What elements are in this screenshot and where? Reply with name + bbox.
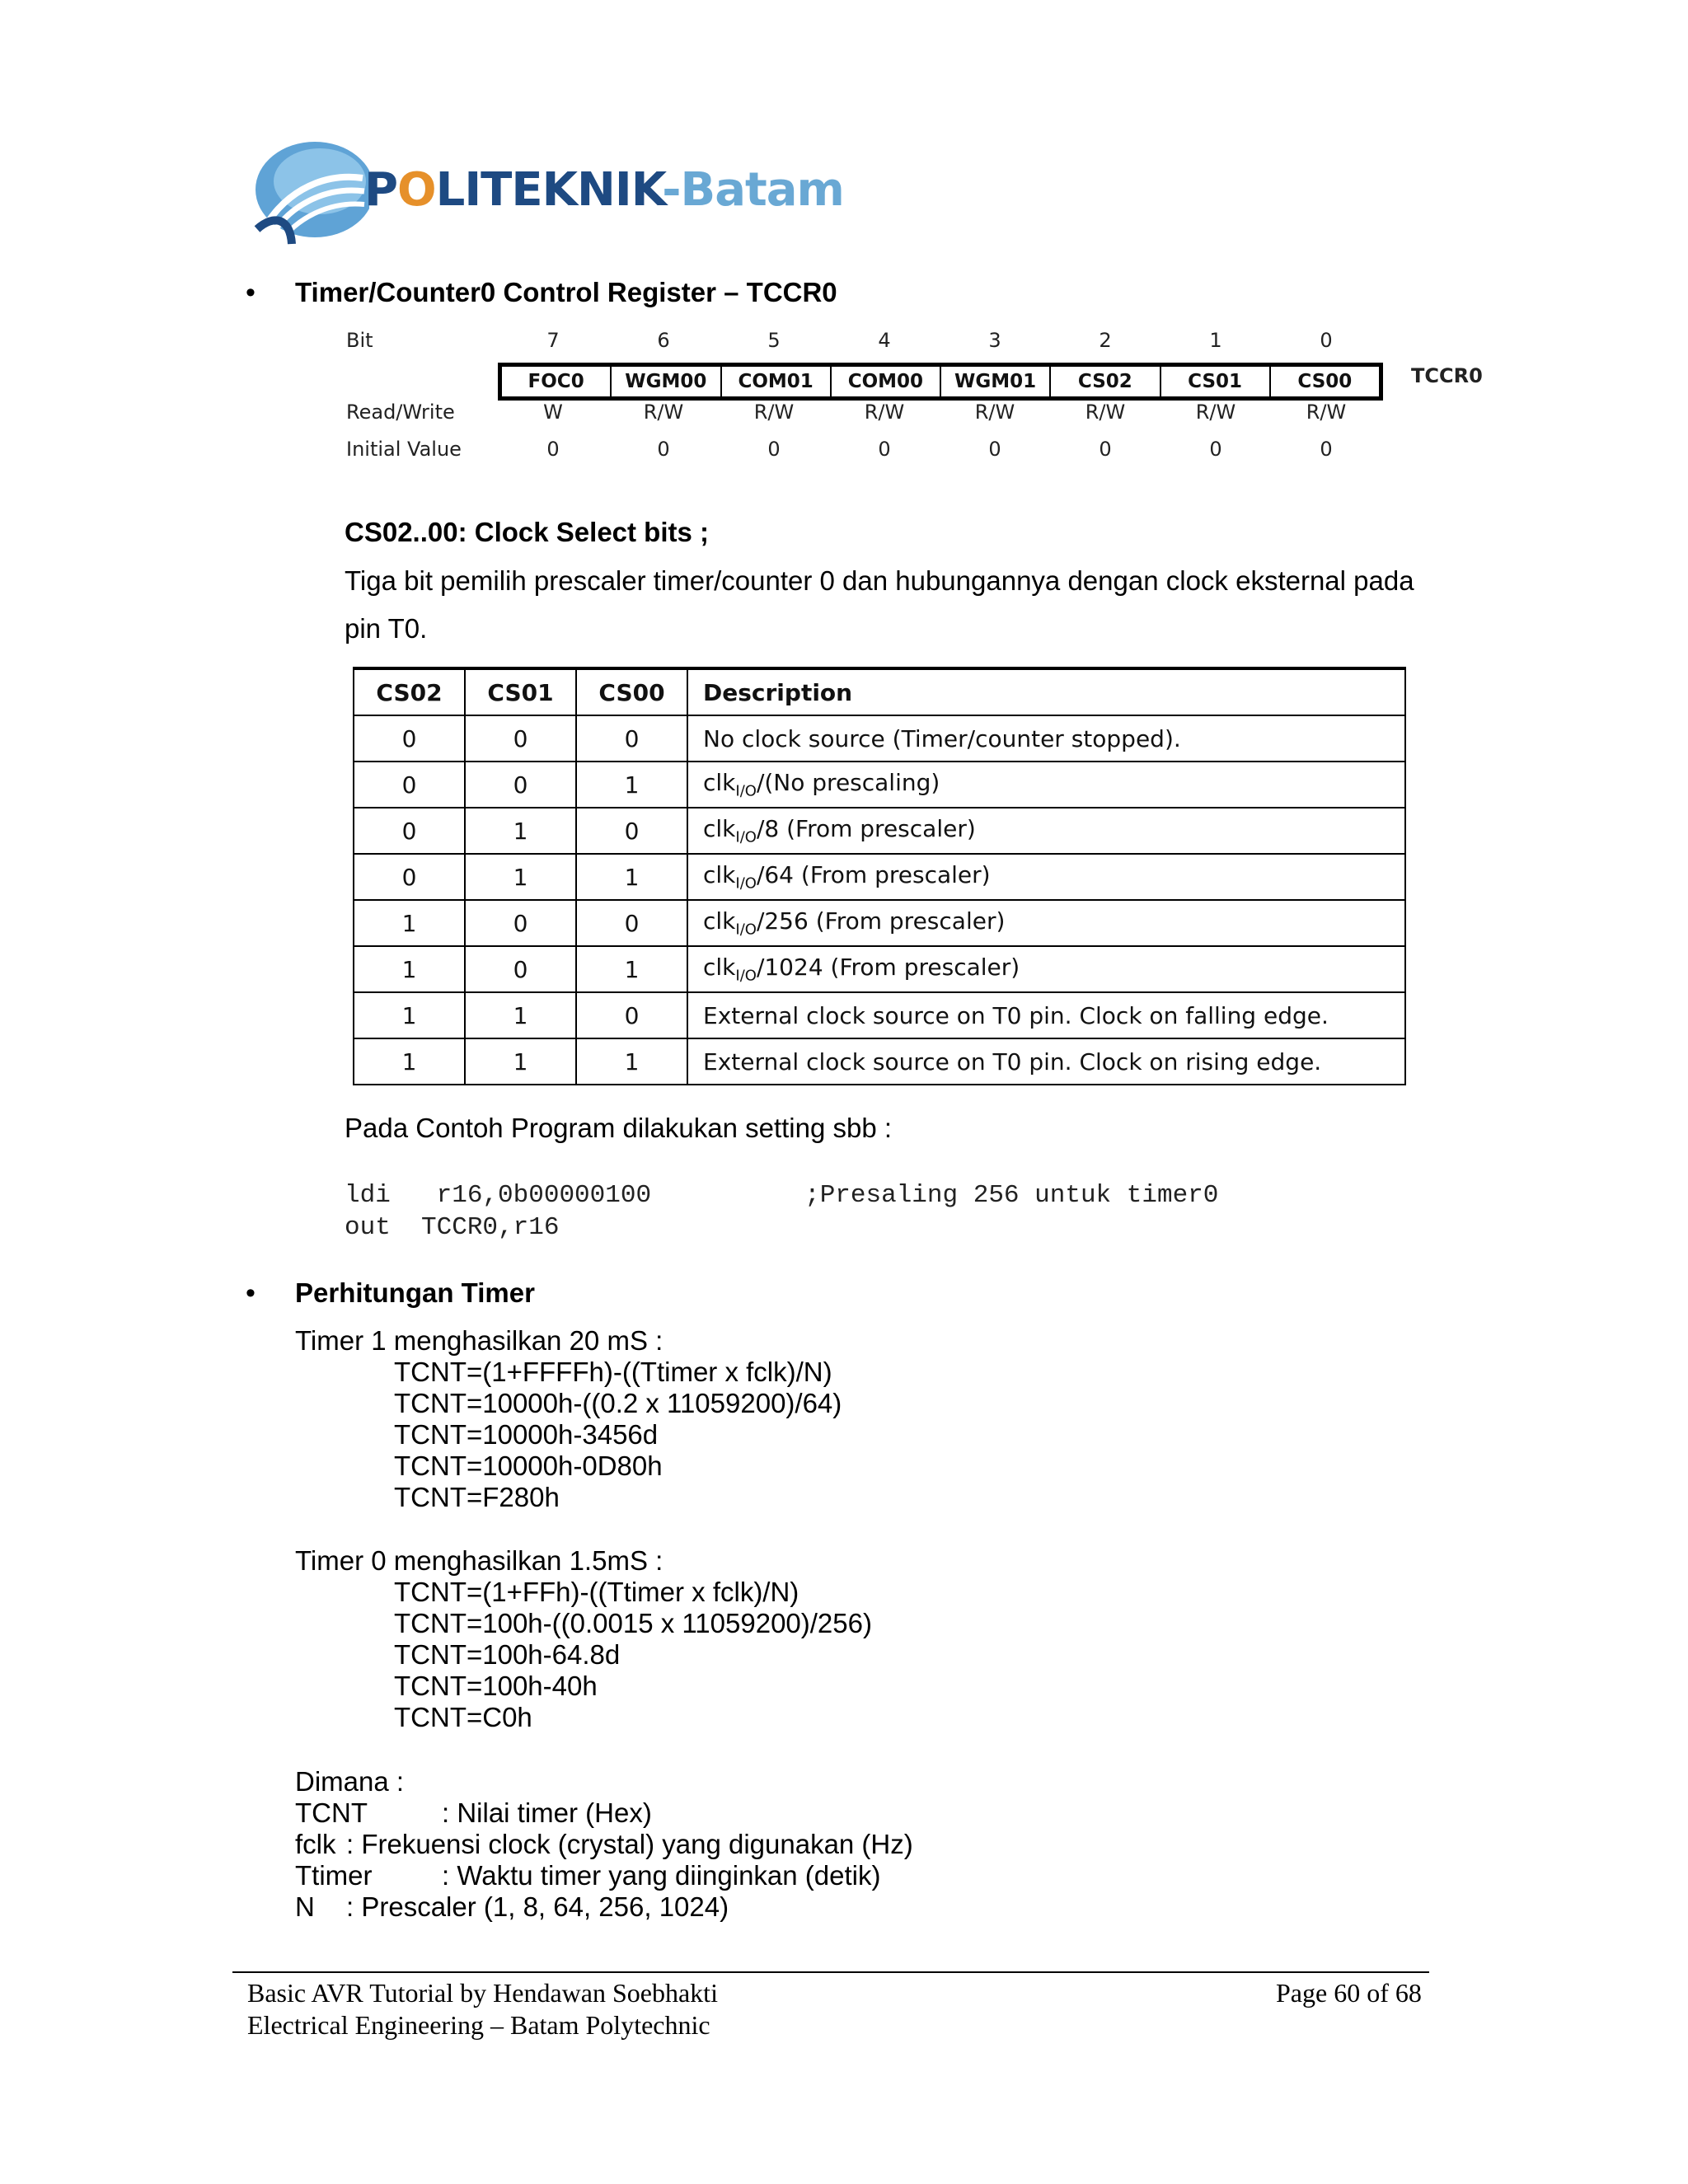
cell-description xyxy=(687,762,1405,808)
read-write-row xyxy=(498,401,1383,425)
bit-number: 5 xyxy=(767,329,781,352)
timer1-calc xyxy=(394,1357,842,1513)
cell-cs01: 0 xyxy=(465,900,576,946)
cell-description xyxy=(687,900,1405,946)
code-line-1: ldi r16,0b00000100 ;Presaling 256 untuk timer0 xyxy=(345,1181,1219,1210)
table-row xyxy=(354,808,1405,854)
cell-cs01: 0 xyxy=(465,762,576,808)
timer0-calc xyxy=(394,1577,872,1733)
desc-text-suffix: /(No prescaling) xyxy=(756,769,940,797)
init-value: 0 xyxy=(1099,438,1112,461)
section-heading-tccr0: Timer/Counter0 Control Register – TCCR0 xyxy=(295,277,837,307)
cell-cs00: 1 xyxy=(576,1038,687,1085)
calc-line: TCNT=10000h-3456d xyxy=(394,1419,659,1450)
bit-name: WGM01 xyxy=(941,367,1051,396)
cell-cs00: 0 xyxy=(576,808,687,854)
desc-subscript: I/O xyxy=(735,921,757,939)
rw-value: R/W xyxy=(1195,401,1236,424)
desc-subscript: I/O xyxy=(735,874,757,893)
desc-text: External clock source on T0 pin. Clock on rising edge. xyxy=(703,1047,1322,1076)
def-text-ttimer: : Waktu timer yang diinginkan (detik) xyxy=(442,1860,881,1891)
bit-number-row xyxy=(498,329,1383,354)
calc-line: TCNT=10000h-((0.2 x 11059200)/64) xyxy=(394,1388,842,1418)
bit-name: CS02 xyxy=(1051,367,1160,396)
rw-value: R/W xyxy=(974,401,1015,424)
initial-value-row xyxy=(498,438,1383,462)
cell-description xyxy=(687,854,1405,900)
cell-cs02: 1 xyxy=(354,992,465,1038)
logo-emblem-icon xyxy=(254,138,369,246)
rw-value: R/W xyxy=(643,401,684,424)
def-text-tcnt: : Nilai timer (Hex) xyxy=(442,1797,652,1828)
bit-name: FOC0 xyxy=(502,367,612,396)
cell-cs01: 0 xyxy=(465,946,576,992)
header-cs01: CS01 xyxy=(465,668,576,715)
def-text-n: : Prescaler (1, 8, 64, 256, 1024) xyxy=(346,1891,729,1922)
dimana-label: Dimana : xyxy=(295,1766,405,1797)
cell-cs02: 0 xyxy=(354,808,465,854)
desc-text-suffix: /1024 (From prescaler) xyxy=(756,954,1020,982)
calc-line: TCNT=F280h xyxy=(394,1482,560,1512)
footer-institution: Electrical Engineering – Batam Polytechnic xyxy=(247,2010,710,2040)
footer-author: Basic AVR Tutorial by Hendawan Soebhakti xyxy=(247,1978,718,2008)
bit-number: 0 xyxy=(1320,329,1333,352)
cell-cs00: 0 xyxy=(576,992,687,1038)
cell-cs02: 1 xyxy=(354,946,465,992)
calc-line: TCNT=C0h xyxy=(394,1702,532,1732)
cell-cs01: 0 xyxy=(465,715,576,762)
logo-text-liteknik: LITEKNIK xyxy=(435,163,663,217)
section-heading-perhitungan: Perhitungan Timer xyxy=(295,1277,535,1308)
cell-cs00: 1 xyxy=(576,762,687,808)
rw-value: W xyxy=(543,401,563,424)
desc-text: clk xyxy=(703,815,736,843)
bit-number: 1 xyxy=(1209,329,1222,352)
desc-text: clk xyxy=(703,954,736,982)
bit-number: 6 xyxy=(657,329,670,352)
def-term-fclk: fclk xyxy=(295,1829,336,1859)
cell-cs01: 1 xyxy=(465,808,576,854)
bit-number: 7 xyxy=(546,329,560,352)
cell-description xyxy=(687,992,1405,1038)
cell-cs01: 1 xyxy=(465,854,576,900)
bit-name: CS00 xyxy=(1297,371,1353,392)
rw-value: R/W xyxy=(864,401,905,424)
table-row xyxy=(354,946,1405,992)
bullet-icon: • xyxy=(246,277,256,308)
register-name: TCCR0 xyxy=(1411,364,1483,387)
logo-text-batam: -Batam xyxy=(662,163,844,217)
table-row xyxy=(354,1038,1405,1085)
desc-text-suffix: /64 (From prescaler) xyxy=(756,861,991,889)
def-term-n: N xyxy=(295,1891,315,1922)
timer1-title: Timer 1 menghasilkan 20 mS : xyxy=(295,1325,663,1356)
calc-line: TCNT=100h-40h xyxy=(394,1671,598,1701)
cell-cs00: 0 xyxy=(576,900,687,946)
read-write-label: Read/Write xyxy=(346,401,455,424)
table-row xyxy=(354,715,1405,762)
bullet-icon: • xyxy=(246,1277,256,1309)
cell-description xyxy=(687,1038,1405,1085)
cell-description xyxy=(687,808,1405,854)
init-value: 0 xyxy=(988,438,1001,461)
desc-text: External clock source on T0 pin. Clock on falling edge. xyxy=(703,1001,1329,1029)
init-value: 0 xyxy=(878,438,891,461)
desc-text: clk xyxy=(703,907,736,935)
cell-cs02: 0 xyxy=(354,854,465,900)
cell-description xyxy=(687,946,1405,992)
init-value: 0 xyxy=(767,438,781,461)
init-value: 0 xyxy=(1320,438,1333,461)
cell-cs00: 1 xyxy=(576,854,687,900)
def-text-fclk: : Frekuensi clock (crystal) yang digunakan (Hz) xyxy=(346,1829,913,1859)
clock-select-table xyxy=(353,667,1406,1085)
cell-cs02: 0 xyxy=(354,715,465,762)
cell-cs01: 1 xyxy=(465,992,576,1038)
desc-text: clk xyxy=(703,769,736,797)
desc-text: No clock source (Timer/counter stopped). xyxy=(703,724,1181,752)
footer-divider xyxy=(232,1971,1429,1973)
def-term-tcnt: TCNT xyxy=(295,1797,368,1828)
bit-number: 3 xyxy=(988,329,1001,352)
cs-bits-description: Tiga bit pemilih prescaler timer/counter 0 dan hubungannya dengan clock eksternal pada pin T0. xyxy=(345,565,1414,644)
program-intro: Pada Contoh Program dilakukan setting sbb : xyxy=(345,1113,893,1143)
desc-text-suffix: /8 (From prescaler) xyxy=(756,815,976,843)
bit-name: COM00 xyxy=(832,367,941,396)
init-value: 0 xyxy=(657,438,670,461)
header-cs00: CS00 xyxy=(576,668,687,715)
initial-value-label: Initial Value xyxy=(346,438,462,461)
init-value: 0 xyxy=(546,438,560,461)
calc-line: TCNT=100h-((0.0015 x 11059200)/256) xyxy=(394,1608,872,1638)
table-row xyxy=(354,900,1405,946)
cell-cs02: 1 xyxy=(354,1038,465,1085)
cell-description xyxy=(687,715,1405,762)
calc-line: TCNT=(1+FFFFh)-((Ttimer x fclk)/N) xyxy=(394,1357,832,1387)
header-description: Description xyxy=(687,668,1405,715)
bit-label: Bit xyxy=(346,329,373,352)
desc-text: clk xyxy=(703,861,736,889)
init-value: 0 xyxy=(1209,438,1222,461)
cell-cs01: 1 xyxy=(465,1038,576,1085)
bit-name: WGM00 xyxy=(612,367,721,396)
bit-number: 4 xyxy=(878,329,891,352)
cell-cs00: 0 xyxy=(576,715,687,762)
logo-text-o: O xyxy=(397,163,436,217)
timer0-title: Timer 0 menghasilkan 1.5mS : xyxy=(295,1545,663,1576)
desc-text-suffix: /256 (From prescaler) xyxy=(756,907,1006,935)
logo-text-p: P xyxy=(364,163,398,217)
register-bit-names xyxy=(498,363,1383,401)
header-cs02: CS02 xyxy=(354,668,465,715)
politeknik-batam-logo xyxy=(254,138,844,246)
footer-page-number: Page 60 of 68 xyxy=(1276,1978,1422,2008)
table-row xyxy=(354,992,1405,1038)
cell-cs00: 1 xyxy=(576,946,687,992)
calc-line: TCNT=(1+FFh)-((Ttimer x fclk)/N) xyxy=(394,1577,799,1607)
cell-cs02: 0 xyxy=(354,762,465,808)
rw-value: R/W xyxy=(1085,401,1126,424)
code-line-2: out TCCR0,r16 xyxy=(345,1213,560,1242)
cell-cs02: 1 xyxy=(354,900,465,946)
bit-name: CS01 xyxy=(1161,367,1271,396)
bit-number: 2 xyxy=(1099,329,1112,352)
desc-subscript: I/O xyxy=(735,828,757,846)
bit-name: COM01 xyxy=(722,367,832,396)
cs-bits-heading: CS02..00: Clock Select bits ; xyxy=(345,517,710,547)
rw-value: R/W xyxy=(753,401,795,424)
calc-line: TCNT=10000h-0D80h xyxy=(394,1451,663,1481)
desc-subscript: I/O xyxy=(735,967,757,985)
def-term-ttimer: Ttimer xyxy=(295,1860,373,1891)
desc-subscript: I/O xyxy=(735,782,757,800)
rw-value: R/W xyxy=(1306,401,1347,424)
table-header-row xyxy=(354,668,1405,715)
table-row xyxy=(354,762,1405,808)
calc-line: TCNT=100h-64.8d xyxy=(394,1639,621,1670)
table-row xyxy=(354,854,1405,900)
